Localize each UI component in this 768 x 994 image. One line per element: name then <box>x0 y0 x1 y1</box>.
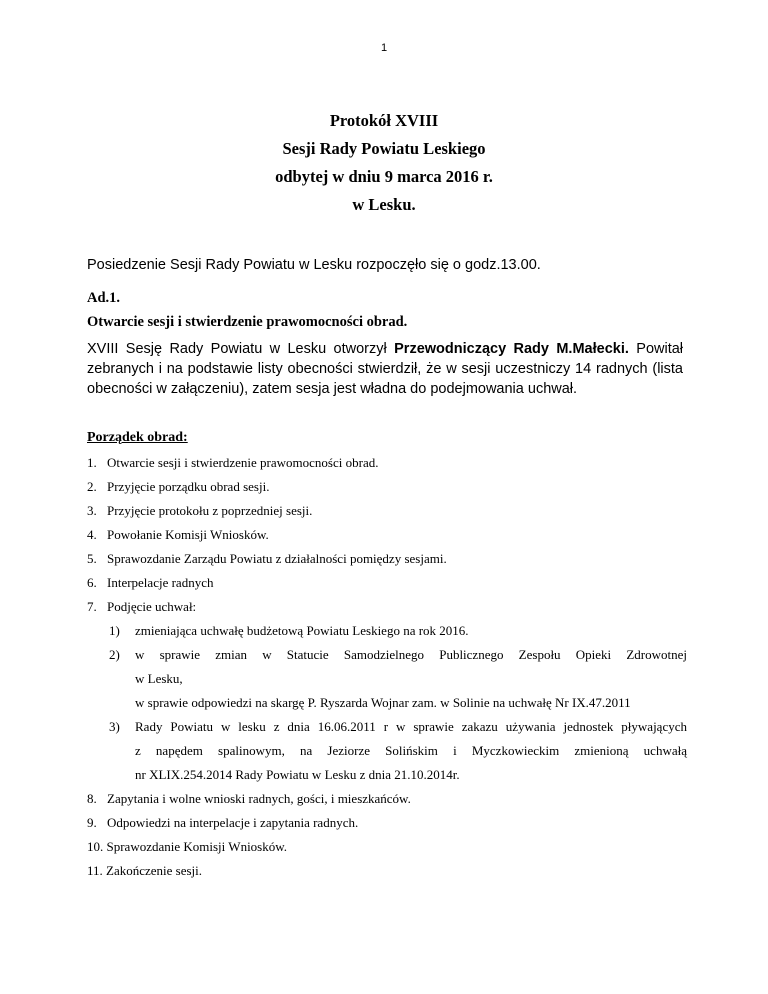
paragraph-line: obecności w załączeniu), zatem sesja jest władna do podejmowania uchwał. <box>87 381 578 397</box>
sub-item-text: z napędem spalinowym, na Jeziorze Solińskim i Myczkowieckim zmienioną uchwałą <box>135 743 687 758</box>
sub-item-text: nr XLIX.254.2014 Rady Powiatu w Lesku z dnia 21.10.2014r. <box>135 767 460 782</box>
agenda-item-number: 5. <box>87 551 97 566</box>
opening-paragraph <box>87 339 683 399</box>
agenda-item-number: 4. <box>87 527 97 542</box>
agenda-item-text: Sprawozdanie Zarządu Powiatu z działalności pomiędzy sesjami. <box>107 551 447 566</box>
agenda-item-text: Zapytania i wolne wnioski radnych, gości, i mieszkańców. <box>107 791 411 806</box>
title-line: Sesji Rady Powiatu Leskiego <box>282 139 486 158</box>
section-number: Ad.1. <box>87 290 121 306</box>
agenda-item-text: 11. Zakończenie sesji. <box>87 863 203 878</box>
agenda-item-text: Powołanie Komisji Wniosków. <box>107 527 269 542</box>
agenda-item-text: 10. Sprawozdanie Komisji Wniosków. <box>87 839 288 854</box>
agenda-heading: Porządek obrad: <box>87 430 188 445</box>
section-heading: Otwarcie sesji i stwierdzenie prawomocności obrad. <box>87 314 408 330</box>
agenda-item <box>87 551 687 575</box>
sub-item-number: 3) <box>109 719 120 734</box>
sub-item-text: zmieniająca uchwałę budżetową Powiatu Leskiego na rok 2016. <box>135 623 469 638</box>
paragraph-tail: Powitał <box>636 341 684 357</box>
title-line: Protokół XVIII <box>329 111 439 130</box>
sub-item <box>109 623 687 647</box>
intro-text: Posiedzenie Sesji Rady Powiatu w Lesku rozpoczęło się o godz.13.00. <box>87 257 541 273</box>
sub-item-number: 1) <box>109 623 120 638</box>
agenda-item <box>87 599 687 623</box>
agenda-item <box>87 791 687 815</box>
sub-item-text: w Lesku, <box>135 671 183 686</box>
paragraph-line <box>87 339 683 359</box>
agenda-item-text: Podjęcie uchwał: <box>107 599 197 614</box>
agenda-item-number: 1. <box>87 455 97 470</box>
agenda-item <box>87 863 687 887</box>
agenda-item <box>87 455 687 479</box>
agenda-item-text: Odpowiedzi na interpelacje i zapytania radnych. <box>107 815 359 830</box>
agenda-item <box>87 527 687 551</box>
agenda-item <box>87 503 687 527</box>
agenda-item-number: 6. <box>87 575 97 590</box>
paragraph-line: zebranych i na podstawie listy obecności stwierdził, że w sesji uczestniczy 14 radnych (lista <box>87 361 683 377</box>
agenda-item-number: 7. <box>87 599 97 614</box>
agenda-item <box>87 479 687 503</box>
sub-item-text: w sprawie zmian w Statucie Samodzielnego Publicznego Zespołu Opieki Zdrowotnej <box>135 647 687 662</box>
sub-item-number <box>109 695 135 719</box>
agenda-item-text: Przyjęcie protokołu z poprzedniej sesji. <box>107 503 313 518</box>
agenda-item <box>87 839 687 863</box>
sub-item-text: Rady Powiatu w lesku z dnia 16.06.2011 r w sprawie zakazu używania jednostek pływających <box>135 719 687 734</box>
agenda-item-text: Otwarcie sesji i stwierdzenie prawomocności obrad. <box>107 455 379 470</box>
sub-item <box>109 719 687 791</box>
paragraph-lead: XVIII Sesję Rady Powiatu w Lesku otworzył <box>87 341 387 357</box>
sub-item-text: w sprawie odpowiedzi na skargę P. Ryszarda Wojnar zam. w Solinie na uchwałę Nr IX.47.2011 <box>135 695 631 710</box>
agenda-item-number: 3. <box>87 503 97 518</box>
agenda-item-number: 9. <box>87 815 97 830</box>
chairman-name: Przewodniczący Rady M.Małecki. <box>394 341 629 357</box>
sub-item-number: 2) <box>109 647 120 662</box>
sub-item <box>109 695 687 719</box>
agenda-item-number: 2. <box>87 479 97 494</box>
document-title <box>0 112 768 224</box>
agenda-item-text: Przyjęcie porządku obrad sesji. <box>107 479 270 494</box>
agenda-item <box>87 815 687 839</box>
page-number: 1 <box>380 42 388 54</box>
agenda-item-number: 8. <box>87 791 97 806</box>
title-line: odbytej w dniu 9 marca 2016 r. <box>275 167 493 186</box>
agenda-list <box>87 455 687 887</box>
agenda-item-text: Interpelacje radnych <box>107 575 214 590</box>
title-line: w Lesku. <box>352 195 416 214</box>
agenda-item <box>87 575 687 599</box>
sub-item <box>109 647 687 695</box>
